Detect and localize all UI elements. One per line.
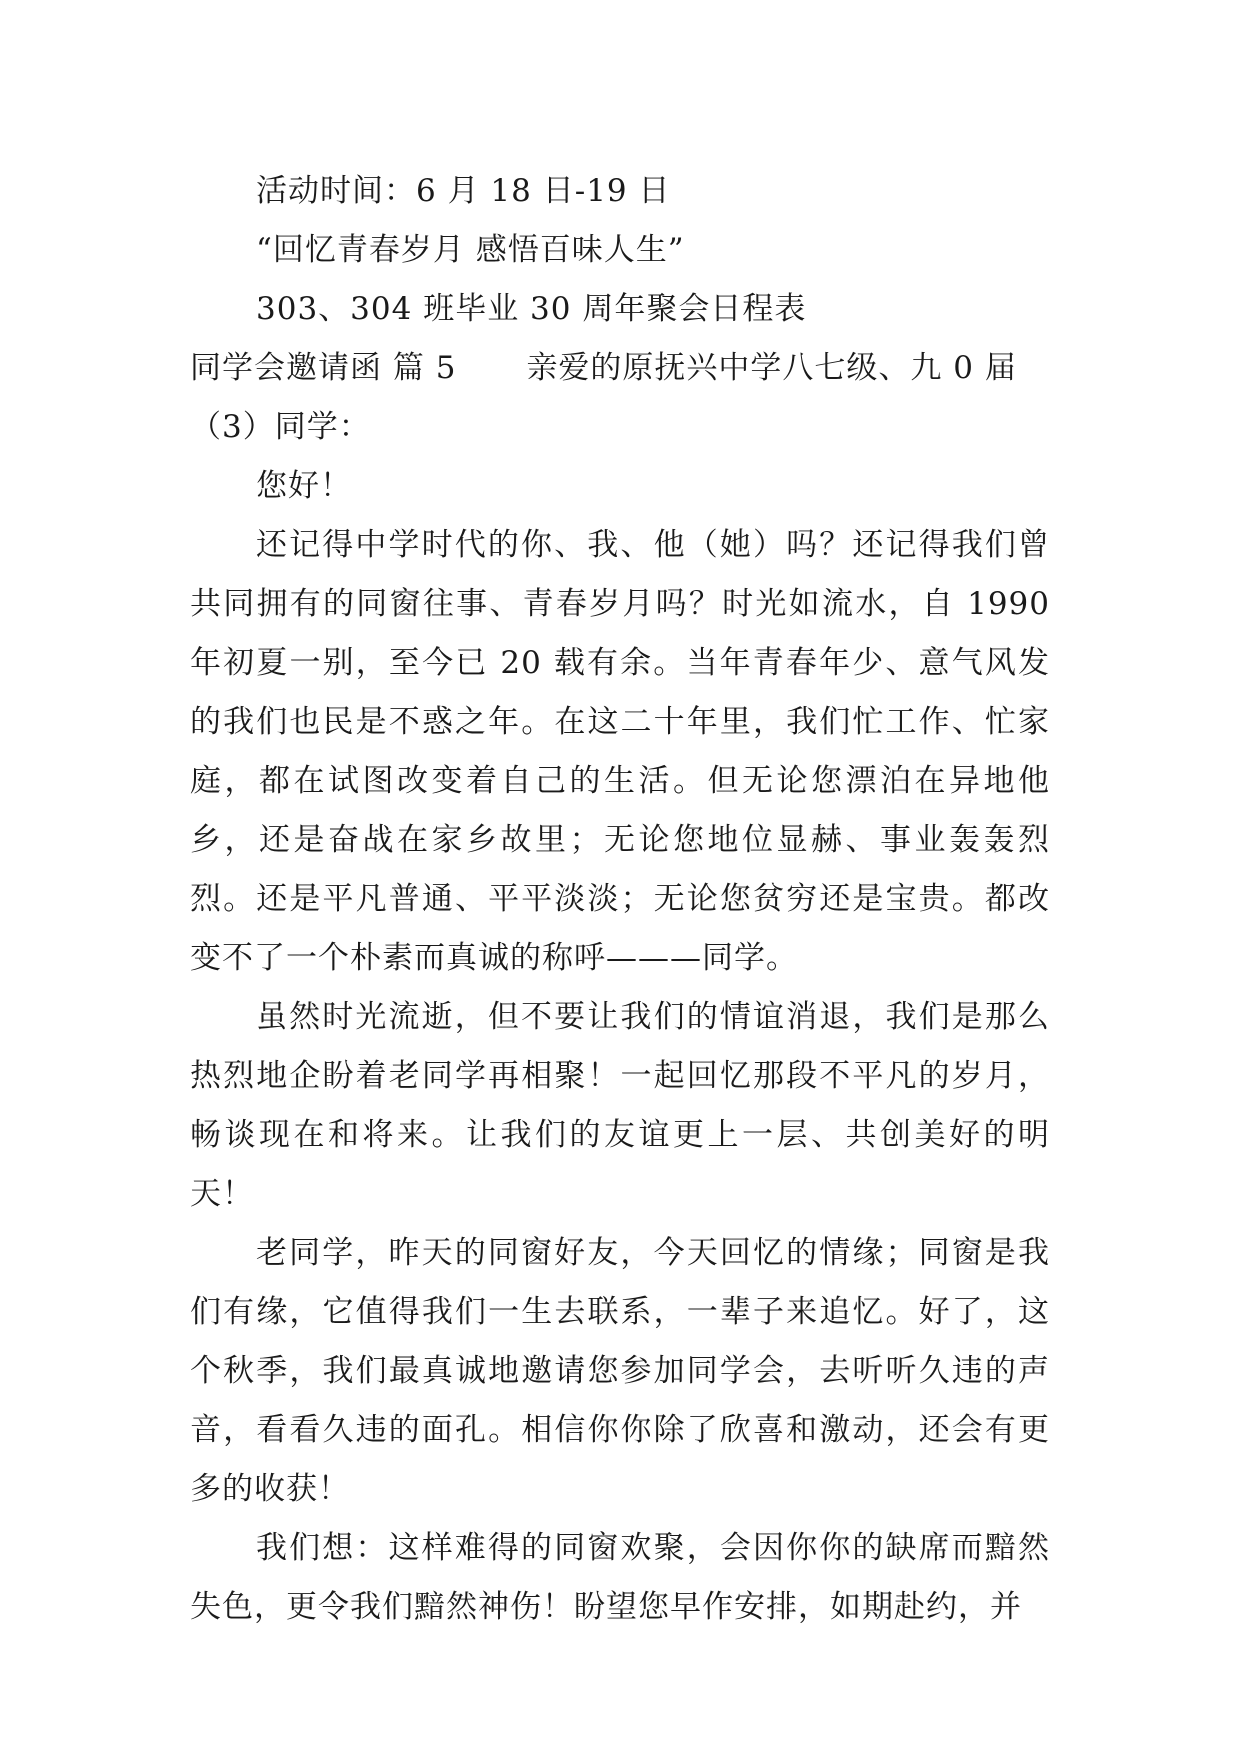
addressee-end: （3）同学： [190,409,371,445]
document-body [190,162,1050,1637]
activity-time: 活动时间：6 月 18 日-19 日 [256,173,671,209]
paragraph-4: 我们想：这样难得的同窗欢聚，会因你你的缺席而黯然失色，更令我们黯然神伤！盼望您早作安排，如期赴约，并 [190,1530,1050,1625]
section-title: 同学会邀请函 篇 5 [190,350,457,386]
slogan: “回忆青春岁月 感悟百味人生” [256,232,685,268]
paragraph-3: 老同学，昨天的同窗好友，今天回忆的情缘；同窗是我们有缘，它值得我们一生去联系，一辈子来追忆。好了，这个秋季，我们最真诚地邀请您参加同学会，去听听久违的声音，看看久违的面孔。相信你你除了欣喜和激动，还会有更多的收获！ [190,1235,1050,1507]
section-heading-line [190,339,1050,398]
greeting: 您好！ [256,468,352,504]
paragraph-2: 虽然时光流逝，但不要让我们的情谊消退，我们是那么热烈地企盼着老同学再相聚！一起回忆那段不平凡的岁月，畅谈现在和将来。让我们的友谊更上一层、共创美好的明天！ [190,999,1050,1212]
paragraph-1: 还记得中学时代的你、我、他（她）吗？还记得我们曾共同拥有的同窗往事、青春岁月吗？时光如流水，自 1990 年初夏一别，至今已 20 载有余。当年青春年少、意气风发的我们也民是不惑之年。在这二十年里，我们忙工作、忙家庭，都在试图改变着自己的生活。但无论您漂泊在异地他乡，还是奋战在家乡故里；无论您地位显赫、事业轰轰烈烈。还是平凡普通、平平淡淡；无论您贫穷还是宝贵。都改变不了一个朴素而真诚的称呼———同学。 [190,527,1050,976]
addressee-start: 亲爱的原抚兴中学八七级、九 0 届 [526,350,1017,386]
schedule-title: 303、304 班毕业 30 周年聚会日程表 [256,291,807,327]
